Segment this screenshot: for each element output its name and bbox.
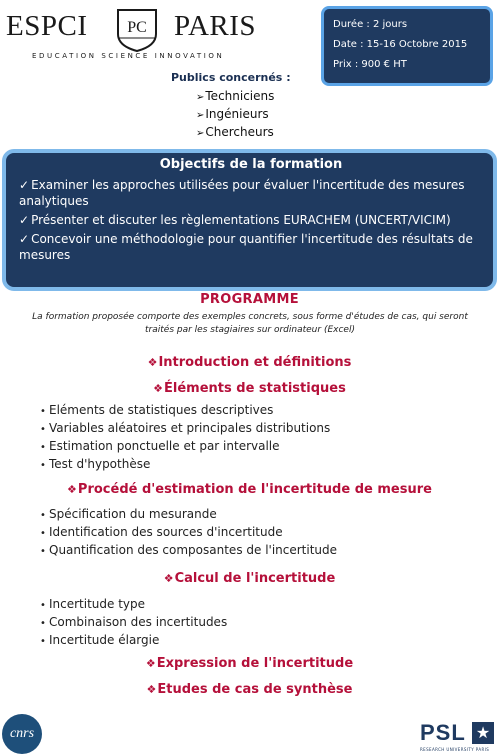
course-info-box [321, 6, 493, 86]
list-item-text: Identification des sources d'incertitude [49, 525, 283, 539]
bullet-list [40, 402, 330, 474]
list-item-text: Quantification des composantes de l'incertitude [49, 543, 338, 557]
bullet-list [40, 596, 227, 650]
crest-letters: PC [127, 19, 147, 36]
duration-text: Durée : 2 jours [333, 19, 408, 30]
section-heading-text: Etudes de cas de synthèse [157, 682, 353, 697]
arrow-icon: ➢ [196, 92, 205, 103]
programme-intro: La formation proposée comporte des exemples concrets, sous forme d'études de cas, qui seront traités par les stagiaires sur ordinateur (Excel) [32, 312, 468, 335]
objective-item [19, 231, 483, 263]
publics-item-label: Techniciens [205, 89, 275, 103]
list-item-text: Spécification du mesurande [49, 507, 217, 521]
date-text: Date : 15-16 Octobre 2015 [333, 39, 468, 50]
diamond-icon: ❖ [146, 683, 157, 696]
objective-text: Examiner les approches utilisées pour évaluer l'incertitude des mesures analytiques [19, 178, 465, 208]
cnrs-logo [2, 714, 42, 754]
psl-logo-subtitle: RESEARCH UNIVERSITY PARIS [420, 747, 490, 752]
list-item [40, 420, 330, 438]
logo-tagline: EDUCATION SCIENCE INNOVATION [32, 52, 225, 60]
list-item [40, 524, 337, 542]
section-heading-text: Éléments de statistiques [164, 381, 346, 396]
list-item [40, 438, 330, 456]
diamond-icon: ❖ [147, 356, 158, 369]
bullet-icon: • [40, 600, 46, 611]
bullet-icon: • [40, 510, 46, 521]
list-item-text: Test d'hypothèse [49, 457, 151, 471]
list-item-text: Eléments de statistiques descriptives [49, 403, 274, 417]
psl-logo-text: PSL [420, 720, 466, 745]
publics-item-label: Chercheurs [205, 125, 274, 139]
section-heading [0, 355, 499, 370]
logo-text-left: ESPCI [6, 10, 88, 42]
arrow-icon: ➢ [196, 128, 205, 139]
price-text: Prix : 900 € HT [333, 59, 407, 70]
list-item-text: Estimation ponctuelle et par intervalle [49, 439, 280, 453]
star-icon: ★ [472, 722, 494, 744]
section-heading-text: Calcul de l'incertitude [174, 571, 336, 586]
bullet-icon: • [40, 546, 46, 557]
section-heading-text: Introduction et définitions [158, 355, 352, 370]
section-heading [0, 571, 499, 586]
check-icon: ✓ [19, 178, 30, 192]
list-item [40, 402, 330, 420]
espci-logo [6, 8, 306, 64]
list-item [40, 596, 227, 614]
section-heading [0, 656, 499, 671]
check-icon: ✓ [19, 213, 30, 227]
bullet-icon: • [40, 528, 46, 539]
list-item [40, 632, 227, 650]
objective-text: Présenter et discuter les règlementations EURACHEM (UNCERT/VICIM) [31, 213, 451, 227]
bullet-icon: • [40, 618, 46, 629]
list-item [40, 614, 227, 632]
diamond-icon: ❖ [145, 657, 156, 670]
bullet-icon: • [40, 424, 46, 435]
diamond-icon: ❖ [163, 572, 174, 585]
diamond-icon: ❖ [67, 483, 77, 496]
objective-text: Concevoir une méthodologie pour quantifier l'incertitude des résultats de mesures [19, 232, 473, 262]
diamond-icon: ❖ [153, 382, 164, 395]
bullet-list [40, 506, 337, 560]
logo-text-right: PARIS [174, 10, 257, 42]
publics-item [196, 124, 274, 142]
programme-title: PROGRAMME [200, 292, 299, 307]
objective-item [19, 177, 483, 209]
bullet-icon: • [40, 460, 46, 471]
list-item [40, 456, 330, 474]
publics-item-label: Ingénieurs [205, 107, 269, 121]
crest-icon [114, 8, 160, 52]
section-heading-text: Procédé d'estimation de l'incertitude de mesure [77, 482, 432, 497]
section-heading-text: Expression de l'incertitude [156, 656, 354, 671]
list-item-text: Incertitude élargie [49, 633, 160, 647]
publics-item [196, 88, 274, 106]
section-heading [0, 682, 499, 697]
objectives-title: Objectifs de la formation [159, 157, 343, 172]
bullet-icon: • [40, 442, 46, 453]
objective-item [19, 212, 483, 228]
publics-list [196, 88, 274, 142]
list-item [40, 506, 337, 524]
publics-title: Publics concernés : [171, 71, 291, 84]
list-item-text: Incertitude type [49, 597, 146, 611]
arrow-icon: ➢ [196, 110, 205, 121]
list-item-text: Combinaison des incertitudes [49, 615, 228, 629]
bullet-icon: • [40, 406, 46, 417]
check-icon: ✓ [19, 232, 30, 246]
bullet-icon: • [40, 636, 46, 647]
section-heading [0, 381, 499, 396]
publics-item [196, 106, 274, 124]
objectives-box [2, 149, 497, 291]
psl-logo [420, 720, 496, 754]
list-item-text: Variables aléatoires et principales distributions [49, 421, 331, 435]
section-heading [0, 482, 499, 497]
cnrs-logo-text: cnrs [9, 726, 35, 741]
list-item [40, 542, 337, 560]
